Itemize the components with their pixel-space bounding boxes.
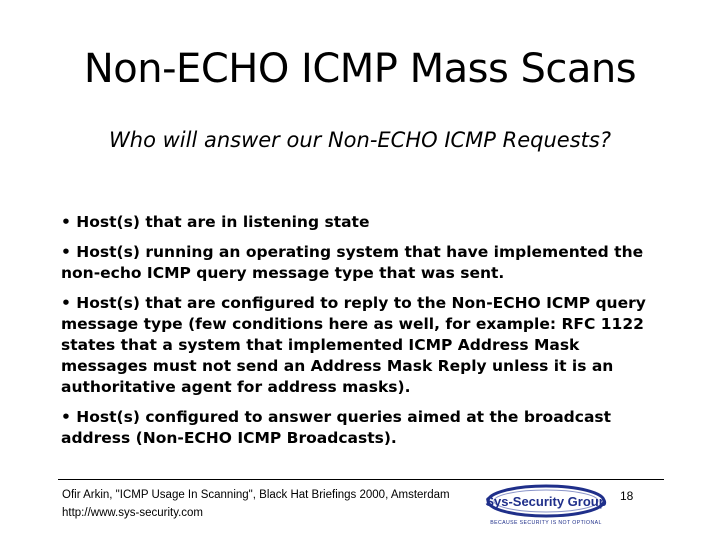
page-number: 18 [620,489,634,503]
slide-subtitle: Who will answer our Non-ECHO ICMP Requests? [109,128,611,152]
logo-text: Sys-Security Group [485,494,607,509]
footer-url: http://www.sys-security.com [62,507,204,519]
footer-citation: Ofir Arkin, "ICMP Usage In Scanning", Black Hat Briefings 2000, Amsterdam [62,489,450,501]
bullet-list [61,212,651,458]
bullet-item: • Host(s) that are configured to reply to the Non-ECHO ICMP query message type (few conditions here as well, for example: RFC 1122 states that a system that implemented ICMP Address Mask messages must not send an Address Mask Reply unless it is an authoritative agent for address masks). [61,294,646,396]
footer-divider [58,479,664,480]
sys-security-logo [484,483,608,529]
logo-tagline: BECAUSE SECURITY IS NOT OPTIONAL [490,520,602,526]
bullet-item: • Host(s) configured to answer queries aimed at the broadcast address (Non-ECHO ICMP Broadcasts). [61,408,612,447]
bullet-item: • Host(s) running an operating system that have implemented the non-echo ICMP query message type that was sent. [61,243,644,282]
bullet-item: • Host(s) that are in listening state [61,213,370,231]
slide-title: Non-ECHO ICMP Mass Scans [83,46,637,92]
